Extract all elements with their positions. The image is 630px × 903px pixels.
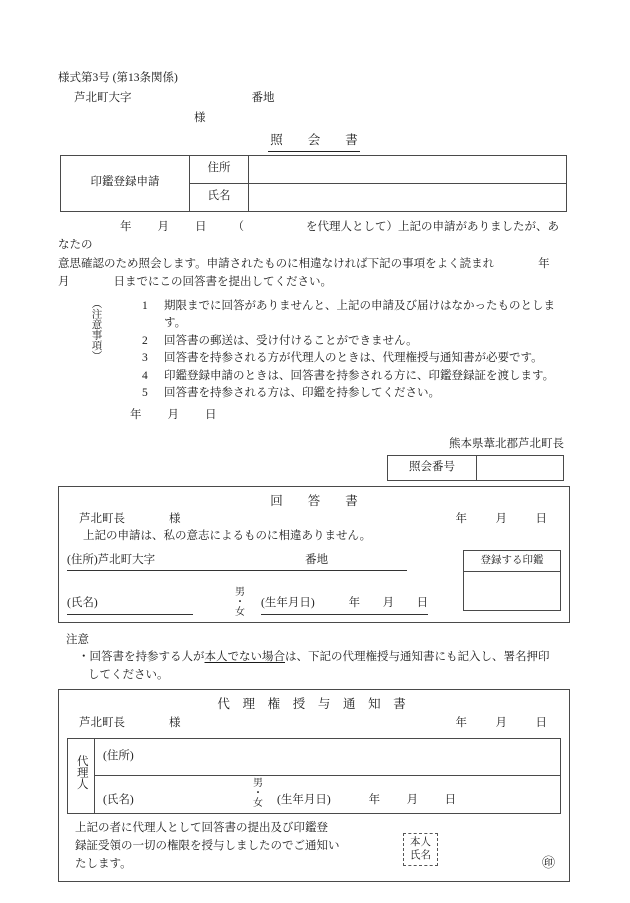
answer-birth-label: (生年月日) <box>261 597 315 610</box>
form-number: 様式第3号 (第13条関係) <box>58 72 178 84</box>
answer-form-box <box>58 486 570 623</box>
note-number: 2 <box>142 334 148 347</box>
table-row <box>388 456 564 480</box>
proxy-addressee-row <box>67 715 561 732</box>
gender-male-option[interactable]: 男 <box>253 777 263 789</box>
table-row <box>68 775 561 813</box>
list-item <box>142 385 570 402</box>
list-item <box>142 298 570 333</box>
proxy-date-month: 月 <box>495 716 507 729</box>
answer-birth-day: 日 <box>416 597 429 610</box>
note-text: 印鑑登録申請のときは、回答書を持参される方に、印鑑登録証を渡します。 <box>164 369 555 382</box>
answer-birth-year: 年 <box>348 597 361 610</box>
inquiry-title-text: 照 会 書 <box>268 131 360 152</box>
answer-title: 回 答 書 <box>270 493 358 508</box>
note-number: 1 <box>142 300 148 312</box>
proxy-title: 代 理 権 授 与 通 知 書 <box>217 696 411 711</box>
para-month: 月 <box>157 220 169 233</box>
answer-fields <box>67 552 561 619</box>
reference-number-label: 照会番号 <box>388 456 477 480</box>
proxy-birthdate-field[interactable] <box>277 792 456 809</box>
inquiry-field-name-value[interactable] <box>249 183 567 211</box>
header-banchi-label: 番地 <box>251 92 275 105</box>
registered-seal-box[interactable] <box>463 550 561 611</box>
answer-addressee: 芦北町長 <box>79 513 125 526</box>
seal-stamp-icon: ㊞ <box>541 854 555 870</box>
caution-label: 注意 <box>66 633 89 646</box>
answer-addressee-row <box>67 511 561 528</box>
para-year: 年 <box>120 220 132 233</box>
caution-bullet-post: は、下記の代理権授与通知書にも記入し、署名押印 <box>285 650 550 663</box>
answer-address-field[interactable] <box>67 552 407 571</box>
answer-date-day: 日 <box>535 513 547 526</box>
notes-date-month: 月 <box>167 408 179 421</box>
inquiry-field-name-label: 氏名 <box>190 183 249 211</box>
proxy-vertical-label <box>68 738 95 813</box>
answer-statement: 上記の申請は、私の意志によるものに相違ありません。 <box>83 529 372 542</box>
para-day: 日 <box>195 220 207 233</box>
proxy-closing-line1: 上記の者に代理人として回答書の提出及び印鑑登 <box>75 821 328 834</box>
caution-block <box>58 632 570 684</box>
notes-date-year: 年 <box>130 408 142 421</box>
proxy-addressee: 芦北町長 <box>79 716 125 729</box>
caution-bullet <box>58 649 570 667</box>
answer-name-row <box>67 584 457 619</box>
caution-bullet-emphasis: 本人でない場合 <box>204 650 285 663</box>
form-sheet <box>58 70 570 882</box>
proxy-closing-line3: たします。 <box>75 858 132 871</box>
answer-addressee-honorific: 様 <box>169 513 181 526</box>
answer-gender-selector[interactable] <box>235 588 245 619</box>
gender-female-option[interactable]: 女 <box>235 607 245 619</box>
reference-number-table <box>387 455 564 480</box>
inquiry-table <box>60 155 567 212</box>
proxy-address-cell[interactable] <box>95 738 561 775</box>
proxy-birth-label: (生年月日) <box>277 794 331 807</box>
proxy-date-day: 日 <box>535 716 547 729</box>
issuer-name: 熊本県葦北郡芦北町長 <box>449 438 564 451</box>
list-item <box>142 333 570 350</box>
proxy-name-row <box>103 779 556 810</box>
answer-date[interactable] <box>456 511 562 528</box>
answer-birth-month: 月 <box>382 597 395 610</box>
notes-date-day: 日 <box>205 408 217 421</box>
answer-address-banchi: 番地 <box>305 553 329 566</box>
list-item <box>142 350 570 367</box>
header-address-line <box>58 90 570 107</box>
proxy-table <box>67 738 561 814</box>
answer-birthdate-field[interactable] <box>261 595 428 614</box>
caution-bullet-pre: ・回答書を持参する人が <box>78 650 205 663</box>
para-line3-rest: 日までにこの回答書を提出してください。 <box>113 276 332 289</box>
proxy-date[interactable] <box>456 715 562 732</box>
caution-bullet-continued: してください。 <box>88 668 169 681</box>
notes-vertical-label: （注意事項） <box>90 298 102 361</box>
para-paren: （ <box>232 220 244 233</box>
para-line3-month: 月 <box>58 276 70 289</box>
header-address-text: 芦北町大字 <box>74 92 132 105</box>
inquiry-type-label: 印鑑登録申請 <box>61 155 190 211</box>
note-text: 期限までに回答がありませんと、上記の申請及び届けはなかったものとします。 <box>164 300 555 330</box>
proxy-address-label: (住所) <box>103 750 134 763</box>
proxy-addressee-honorific: 様 <box>169 716 181 729</box>
registered-seal-caption: 登録する印鑑 <box>464 551 560 572</box>
proxy-form-box <box>58 689 570 882</box>
registered-seal-area[interactable] <box>464 572 560 610</box>
principal-name-box[interactable] <box>403 833 438 866</box>
principal-name-label: 氏名 <box>410 850 431 862</box>
gender-female-option[interactable]: 女 <box>253 798 263 810</box>
answer-address-prefix: 芦北町大字 <box>97 553 156 566</box>
gender-separator: ・ <box>253 788 263 800</box>
para-line2-year: 年 <box>538 257 550 270</box>
inquiry-title <box>58 131 570 152</box>
table-row <box>68 738 561 775</box>
reference-number-value[interactable] <box>477 456 564 480</box>
inquiry-paragraph <box>58 218 570 293</box>
proxy-birth-month: 月 <box>406 794 419 807</box>
proxy-date-year: 年 <box>455 716 467 729</box>
inquiry-field-address-value[interactable] <box>249 155 567 183</box>
note-text: 回答書の郵送は、受け付けることができません。 <box>164 334 418 347</box>
proxy-closing-text <box>75 819 395 874</box>
note-number: 3 <box>142 352 148 365</box>
notes-date-line <box>58 407 570 424</box>
inquiry-field-address-label: 住所 <box>190 155 249 183</box>
proxy-birth-day: 日 <box>444 794 457 807</box>
answer-address-label: (住所) <box>67 553 98 566</box>
para-agent-text: を代理人として）上記の申請がありましたが、あなたの <box>58 220 559 252</box>
answer-date-year: 年 <box>455 513 467 526</box>
note-text: 回答書を持参される方が代理人のときは、代理権授与通知書が必要です。 <box>164 352 543 365</box>
answer-date-month: 月 <box>495 513 507 526</box>
note-number: 4 <box>142 369 148 382</box>
principal-label: 本人 <box>410 836 431 848</box>
proxy-name-label: (氏名) <box>103 794 134 807</box>
para-line2: 意思確認のため照会します。申請されたものに相違なければ下記の事項をよく読まれ <box>58 257 495 270</box>
notes-block <box>58 298 570 403</box>
gender-male-option[interactable]: 男 <box>235 587 245 599</box>
header-honorific: 様 <box>194 111 206 124</box>
proxy-closing-block <box>67 819 561 874</box>
gender-separator: ・ <box>235 597 245 609</box>
note-number: 5 <box>142 387 148 400</box>
proxy-birth-year: 年 <box>368 794 381 807</box>
answer-name-field[interactable]: (氏名) <box>67 595 193 614</box>
list-item <box>142 368 570 385</box>
table-row <box>61 155 567 183</box>
proxy-name-cell[interactable] <box>95 775 561 813</box>
proxy-vertical-label-text: 代理人 <box>75 755 88 790</box>
proxy-gender-selector[interactable] <box>253 779 263 810</box>
proxy-closing-line2: 録証受領の一切の権限を授与しましたのでご通知い <box>75 839 340 852</box>
note-text: 回答書を持参される方は、印鑑を持参してください。 <box>164 387 440 400</box>
reference-number-holder <box>58 453 570 480</box>
